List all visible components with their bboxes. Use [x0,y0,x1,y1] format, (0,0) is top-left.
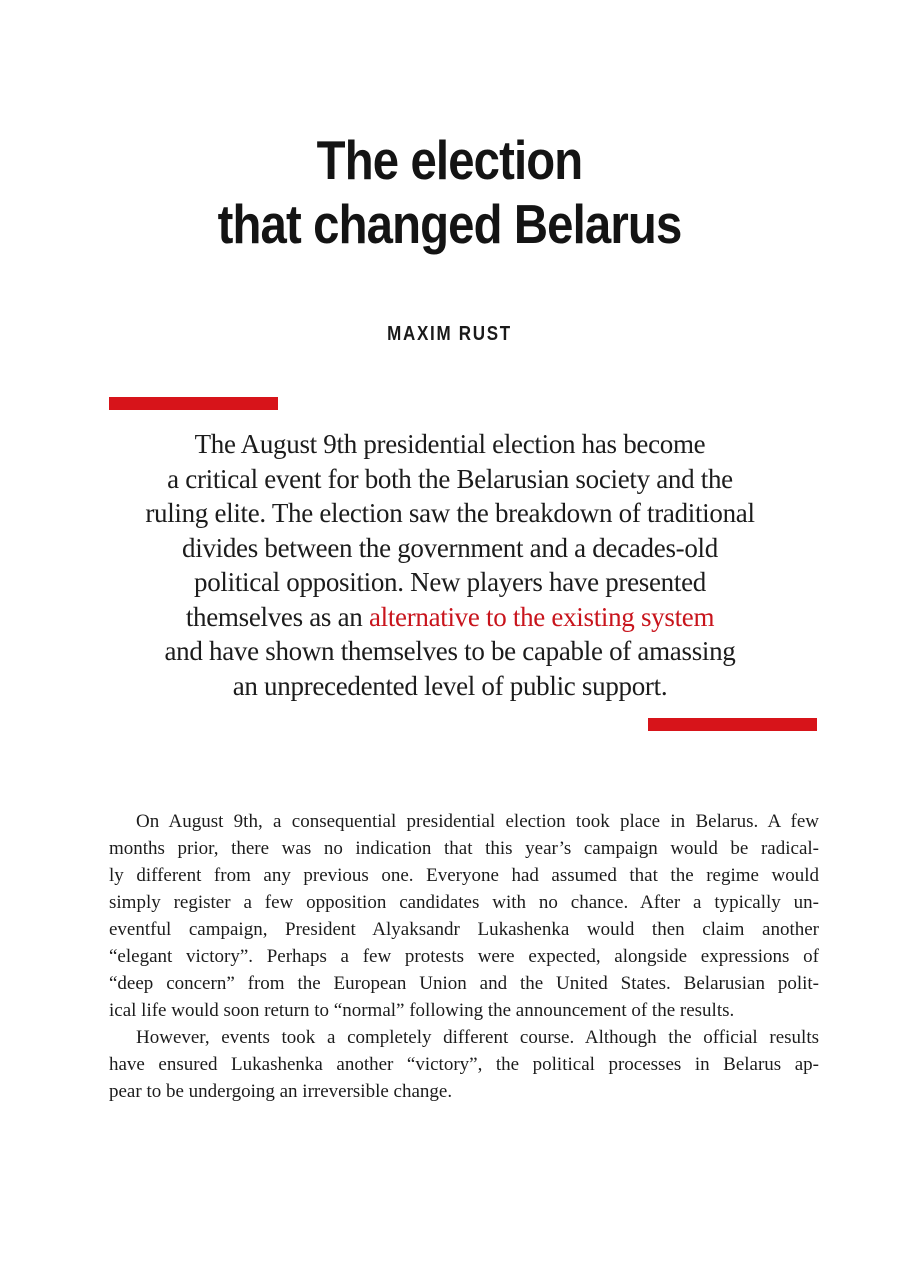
body-line: months prior, there was no indication that this year’s campaign would be radical- [109,838,819,859]
lead-text: themselves as an [185,601,369,632]
article-title [63,128,836,256]
body-paragraph [109,808,819,1024]
body-line: However, events took a completely different course. Although the official results [136,1027,819,1048]
lead-line: ruling elite. The election saw the breakdown of traditional [145,498,755,528]
body-line: simply register a few opposition candidates with no chance. After a typically un- [109,892,819,913]
lead-line [140,600,760,635]
lead-line: political opposition. New players have presented [194,567,706,597]
body-line: “elegant victory”. Perhaps a few protests were expected, alongside expressions of [109,946,819,967]
article-body [109,808,819,1105]
body-line: have ensured Lukashenka another “victory”, the political processes in Belarus ap- [109,1054,819,1075]
lead-line: divides between the government and a decades-old [182,532,718,563]
body-line: eventful campaign, President Alyaksandr Lukashenka would then claim another [109,919,819,940]
accent-bar-bottom [648,718,817,731]
body-line: On August 9th, a consequential presidential election took place in Belarus. A few [136,811,819,832]
lead-line: an unprecedented level of public support. [232,670,668,701]
article-title-line: The election [316,129,583,191]
body-line: pear to be undergoing an irreversible change. [109,1081,453,1102]
body-line: ical life would soon return to “normal” following the announcement of the results. [109,1000,735,1021]
article-title-line: that changed Belarus [217,193,682,255]
lead-paragraph [140,427,760,703]
accent-bar-top [109,397,278,410]
author-byline: MAXIM RUST [387,323,512,345]
body-line: “deep concern” from the European Union and the United States. Belarusian polit- [109,973,819,994]
lead-line: a critical event for both the Belarusian society and the [167,463,733,494]
lead-line: and have shown themselves to be capable of amassing [164,636,736,666]
body-line: ly different from any previous one. Everyone had assumed that the regime would [109,865,819,886]
lead-line: The August 9th presidential election has become [194,429,706,459]
lead-highlight: alternative to the existing system [368,601,715,632]
body-paragraph [109,1024,819,1105]
